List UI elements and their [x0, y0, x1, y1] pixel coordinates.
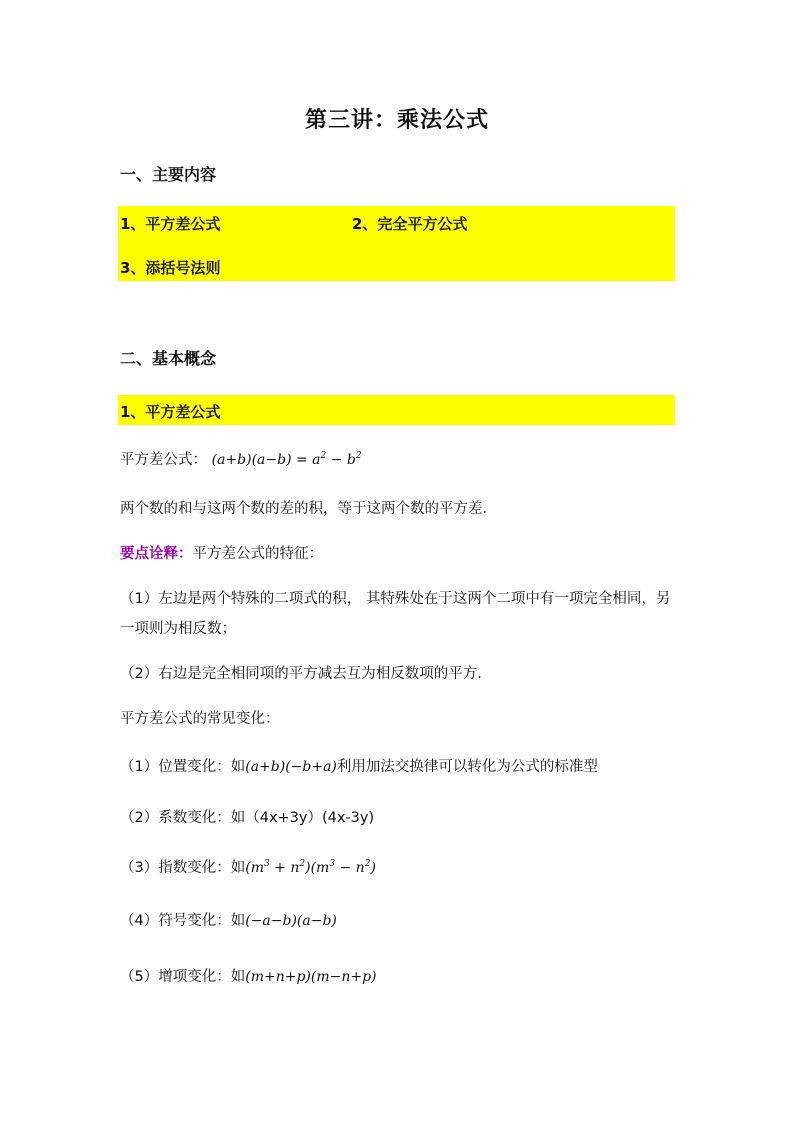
v3-e: ) [370, 860, 376, 876]
feature-2-text: （2）右边是完全相同项的平方减去互为相反数项的平方. [120, 666, 482, 682]
section-heading-basic-concepts: 二、基本概念 [120, 349, 217, 368]
formula-expression [212, 452, 362, 468]
variation-5-label: （5）增项变化：如 [120, 969, 246, 985]
key-points-label: 要点诠释： [120, 546, 193, 562]
section-heading-main-content: 一、主要内容 [120, 165, 217, 184]
variation-5 [120, 962, 680, 992]
variation-3-label: （3）指数变化：如 [120, 860, 246, 876]
variation-1-suffix: 利用加法交换律可以转化为公式的标准型 [336, 759, 598, 775]
formula-exp-b: 2 [355, 451, 362, 461]
highlight-box-main-content [118, 206, 675, 281]
page-title: 第三讲：乘法公式 [304, 108, 489, 133]
formula-line [120, 445, 680, 475]
variations-title: 平方差公式的常见变化： [120, 711, 280, 727]
variation-3 [120, 853, 680, 883]
variation-3-expr [245, 860, 376, 876]
subsection-heading: 1、平方差公式 [120, 403, 221, 421]
formula-minus: − [326, 452, 347, 468]
formula-lhs: (a+b)(a−b) = [211, 452, 308, 468]
formula-label: 平方差公式： [120, 452, 207, 468]
key-points-line [120, 539, 680, 569]
key-points-text: 平方差公式的特征： [192, 546, 323, 562]
v3-a: (m [245, 860, 264, 876]
variation-4 [120, 906, 680, 936]
v3-exp4: 2 [364, 859, 371, 869]
formula-b: b [346, 452, 356, 468]
definition-text: 两个数的和与这两个数的差的积，等于这两个数的平方差. [120, 501, 488, 517]
content-item-3: 3、添括号法则 [120, 259, 221, 277]
variation-1 [120, 752, 680, 782]
variation-1-expr: (a+b)(−b+a) [245, 759, 337, 775]
formula-a: a [312, 452, 321, 468]
v3-c: )(m [305, 860, 330, 876]
v3-exp2: 2 [299, 859, 306, 869]
content-item-1: 1、平方差公式 [120, 215, 221, 233]
variation-4-expr: (−a−b)(a−b) [245, 913, 337, 929]
variation-4-label: （4）符号变化：如 [120, 913, 246, 929]
v3-exp3: 3 [329, 859, 336, 869]
feature-1-text: （1）左边是两个特殊的二项式的积， 其特殊处在于这两个二项中有一项完全相同，另一项则为相反数； [120, 591, 671, 637]
content-item-2: 2、完全平方公式 [352, 215, 468, 233]
v3-d: − n [335, 860, 365, 876]
v3-exp1: 3 [263, 859, 270, 869]
variation-2: （2）系数变化：如（4x+3y）(4x-3y) [120, 810, 375, 826]
variation-1-label: （1）位置变化：如 [120, 759, 246, 775]
highlight-box-difference-of-squares [118, 395, 675, 425]
formula-exp-a: 2 [320, 451, 327, 461]
variation-5-expr: (m+n+p)(m−n+p) [245, 969, 377, 985]
v3-b: + n [269, 860, 300, 876]
